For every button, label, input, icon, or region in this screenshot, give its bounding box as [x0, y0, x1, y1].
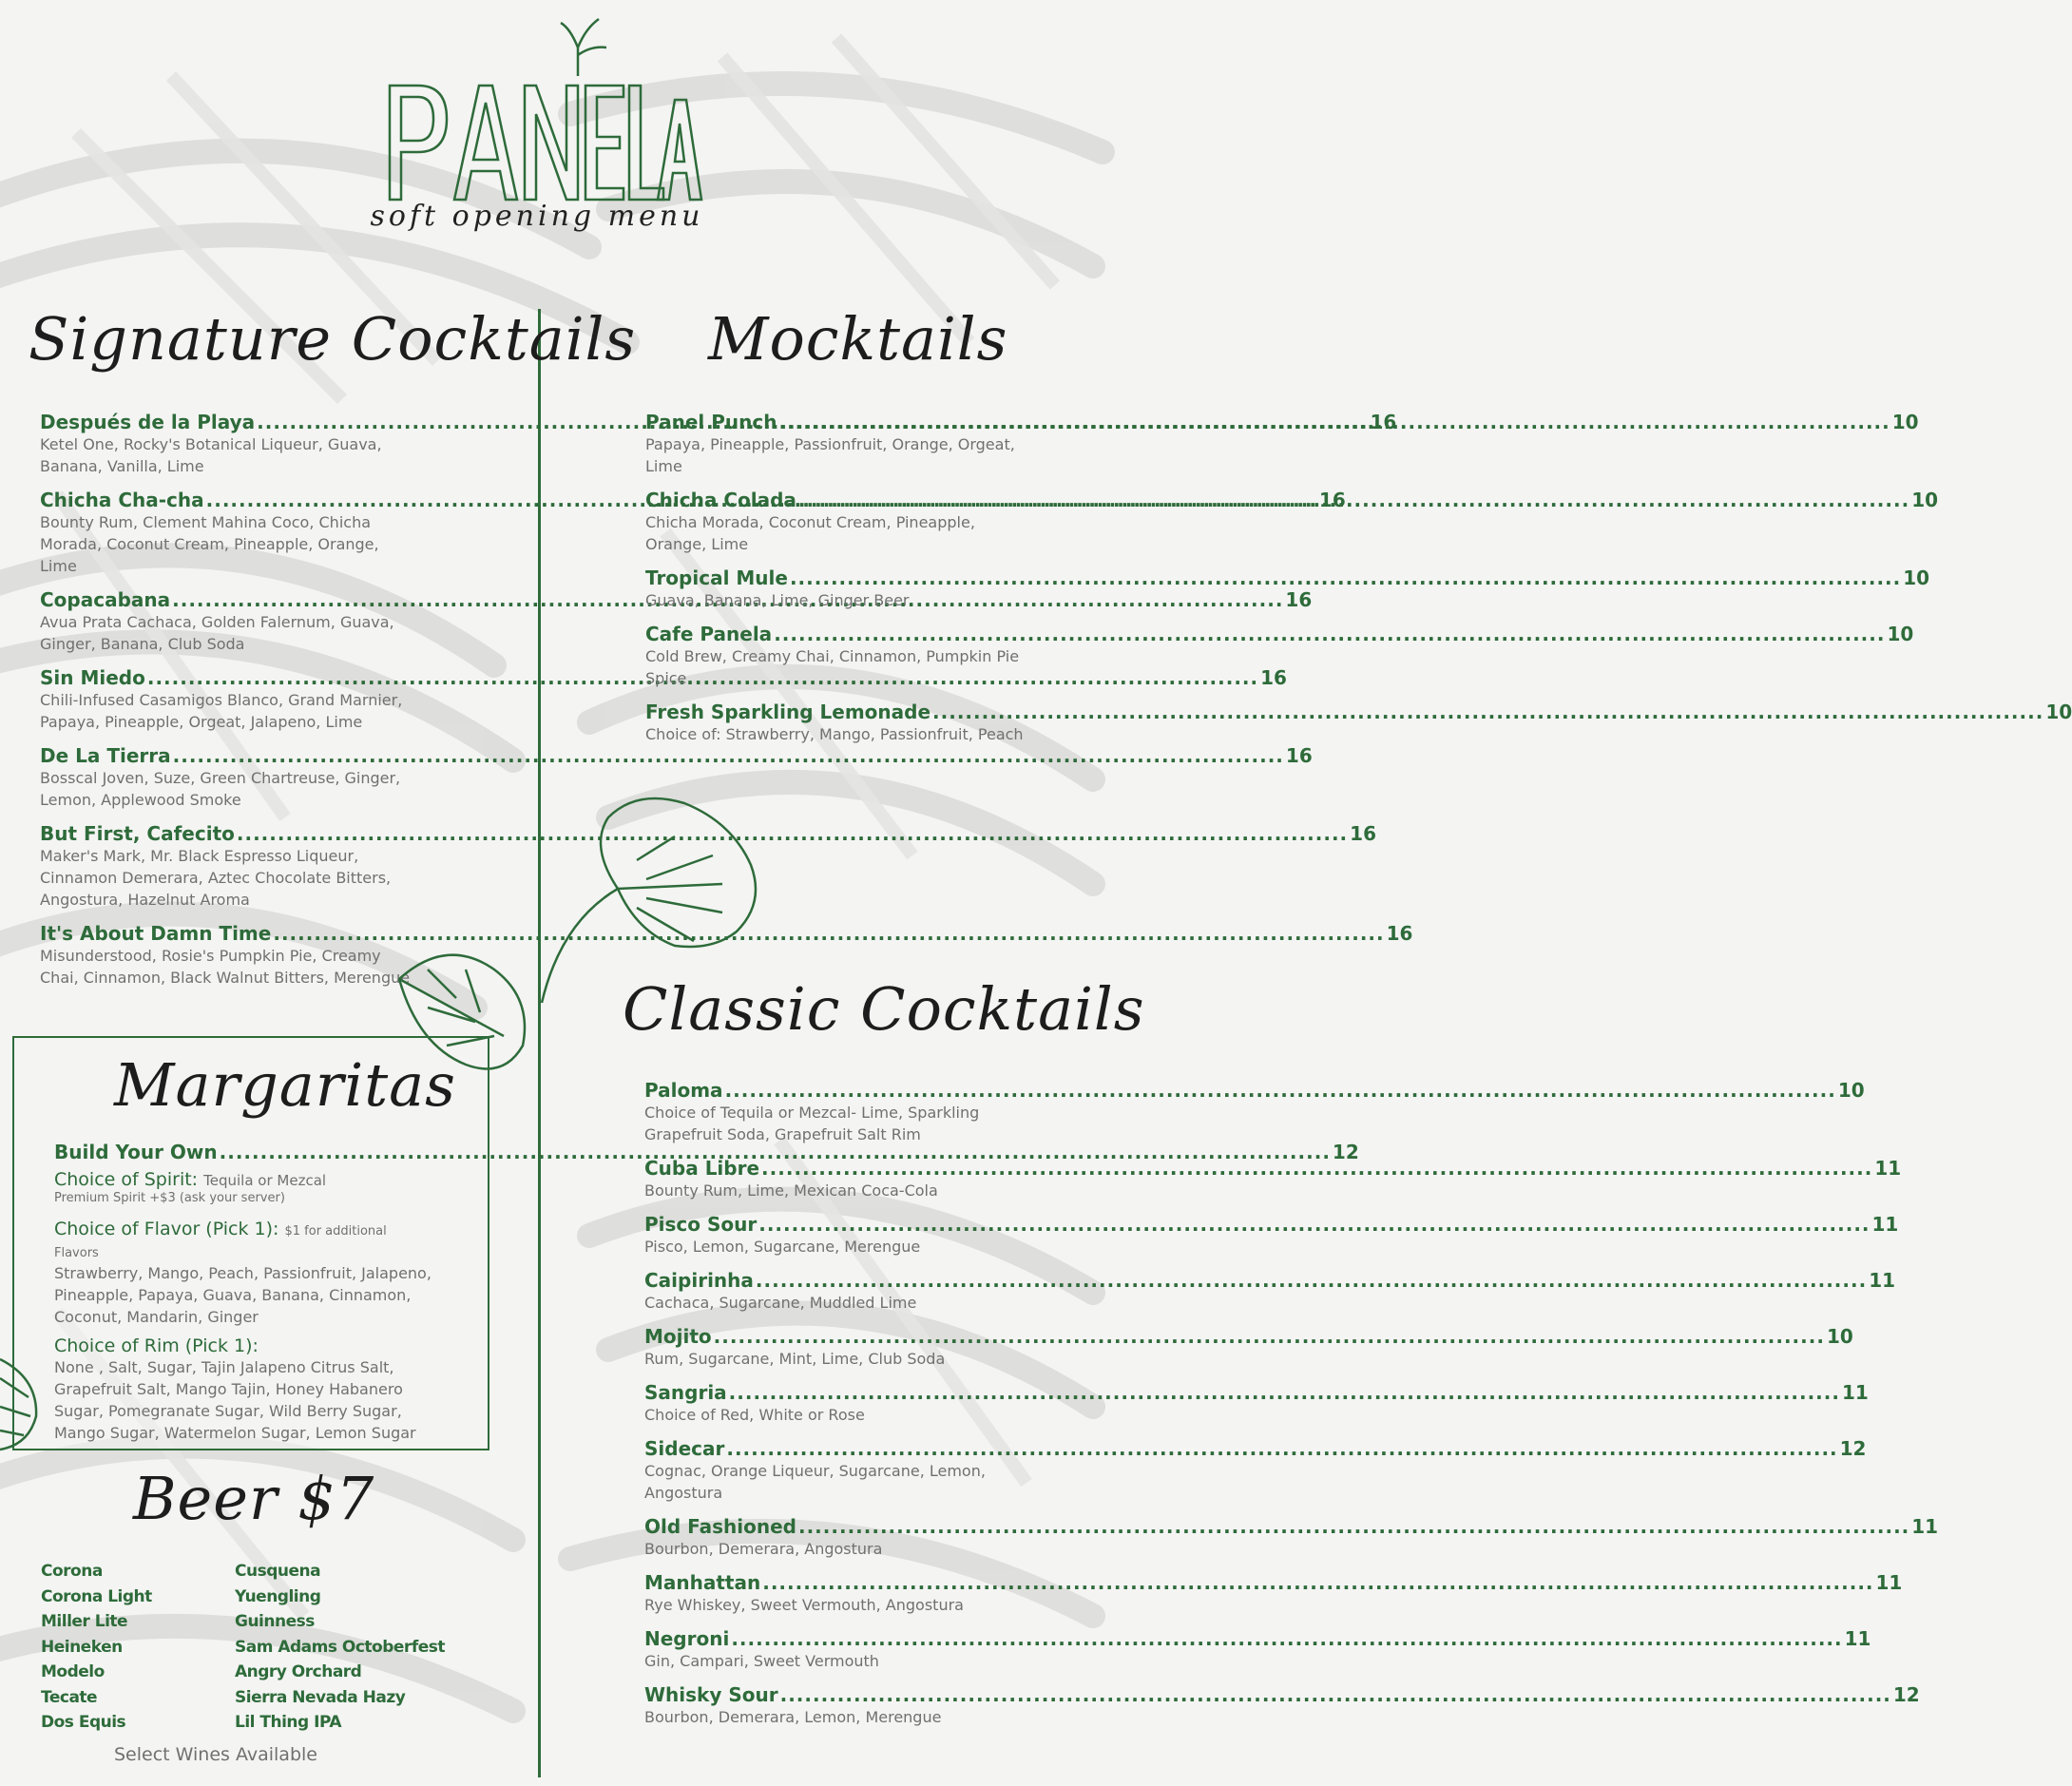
menu-item-name: Caipirinha [644, 1269, 754, 1292]
beer-item: Corona [41, 1562, 103, 1581]
menu-item-price: 11 [1875, 1571, 1903, 1594]
menu-item-price: 10 [1887, 623, 1914, 645]
menu-item-description: Ketel One, Rocky's Botanical Liqueur, Guava, Banana, Vanilla, Lime [40, 435, 382, 475]
menu-item [644, 1325, 1853, 1370]
build-your-own-price: 12 [1332, 1141, 1359, 1163]
beer-list-right [235, 1559, 445, 1736]
menu-item-description: Bosscal Joven, Suze, Green Chartreuse, Ginger, Lemon, Applewood Smoke [40, 769, 401, 809]
menu-item-description: Cognac, Orange Liqueur, Sugarcane, Lemon, Angostura [644, 1462, 986, 1502]
classic-cocktails-list [644, 1079, 1939, 1739]
beer-item: Sam Adams Octoberfest [235, 1637, 445, 1657]
menu-item-description: Chicha Morada, Coconut Cream, Pineapple, Orange, Lime [645, 513, 975, 553]
beer-title: Beer $7 [133, 1464, 375, 1533]
menu-item-price: 10 [1891, 411, 1919, 433]
menu-item [644, 1157, 1902, 1201]
leader-dots [758, 1213, 1870, 1236]
leaf-edge-icon [0, 1350, 43, 1454]
menu-item-name: Sin Miedo [40, 666, 145, 689]
menu-item [644, 1213, 1899, 1258]
menu-item-line [644, 1381, 1869, 1404]
menu-item-name: Fresh Sparkling Lemonade [645, 701, 931, 723]
menu-item-line [645, 701, 2072, 723]
menu-item-name: Chicha Cha-cha [40, 489, 204, 511]
menu-item [644, 1683, 1920, 1728]
menu-item-price: 10 [1911, 489, 1939, 511]
menu-item-line [644, 1627, 1871, 1650]
menu-item-name: De La Tierra [40, 744, 171, 767]
flavor-options: Strawberry, Mango, Peach, Passionfruit, Jalapeno, Pineapple, Papaya, Guava, Banana, Cinnamon, Coconut, Mandarin, Ginger [54, 1264, 432, 1326]
leader-dots [714, 1325, 1825, 1348]
menu-item-line [644, 1515, 1939, 1538]
menu-item-price: 12 [1839, 1437, 1867, 1460]
beer-item: Dos Equis [41, 1713, 126, 1732]
flavor-choice [54, 1219, 434, 1262]
menu-item-description: Avua Prata Cachaca, Golden Falernum, Guava, Ginger, Banana, Club Soda [40, 613, 394, 653]
menu-item-line [644, 1683, 1920, 1706]
menu-item-description: Bourbon, Demerara, Lemon, Merengue [644, 1708, 942, 1726]
leader-dots [756, 1269, 1867, 1292]
menu-item-description: Chili-Infused Casamigos Blanco, Grand Marnier, Papaya, Pineapple, Orgeat, Jalapeno, Lime [40, 691, 403, 731]
menu-item-price: 16 [1285, 588, 1313, 611]
leader-dots [798, 489, 1909, 511]
menu-item-line [644, 1213, 1899, 1236]
wines-note: Select Wines Available [114, 1744, 317, 1765]
menu-item-description: Papaya, Pineapple, Passionfruit, Orange, Orgeat, Lime [645, 435, 1015, 475]
menu-item-price: 10 [2045, 701, 2072, 723]
beer-item: Heineken [41, 1637, 123, 1657]
leader-dots [725, 1079, 1836, 1102]
menu-item [40, 744, 1313, 811]
menu-item-name: But First, Cafecito [40, 822, 235, 845]
leader-dots [778, 411, 1890, 433]
beer-item: Guinness [235, 1612, 315, 1631]
menu-item-line [644, 1571, 1903, 1594]
leader-dots [731, 1627, 1842, 1650]
menu-item-price: 10 [1837, 1079, 1865, 1102]
menu-item-description: Guava, Banana, Lime, Ginger Beer [645, 591, 910, 609]
beer-item: Modelo [41, 1662, 105, 1681]
menu-item-name: Sangria [644, 1381, 727, 1404]
menu-item-name: Manhattan [644, 1571, 761, 1594]
menu-item-line [40, 822, 1376, 845]
menu-item-description: Bounty Rum, Lime, Mexican Coca-Cola [644, 1181, 938, 1200]
menu-item-price: 11 [1841, 1381, 1869, 1404]
menu-item [40, 922, 1413, 989]
menu-item-price: 11 [1871, 1213, 1899, 1236]
menu-item-name: Panel Punch [645, 411, 777, 433]
menu-item-line [644, 1437, 1867, 1460]
classic-cocktails-title: Classic Cocktails [623, 974, 1145, 1044]
menu-item-name: It's About Damn Time [40, 922, 272, 945]
menu-item-description: Bourbon, Demerara, Angostura [644, 1540, 883, 1558]
leader-dots [790, 567, 1901, 589]
spirit-choice [54, 1169, 434, 1190]
menu-item-description: Choice of: Strawberry, Mango, Passionfruit, Peach [645, 725, 1024, 743]
beer-list-left [41, 1559, 152, 1736]
menu-item-description: Gin, Campari, Sweet Vermouth [644, 1652, 879, 1670]
leader-dots [729, 1381, 1840, 1404]
signature-cocktails-title: Signature Cocktails [29, 304, 637, 374]
menu-subtitle: soft opening menu [370, 200, 704, 233]
menu-item-price: 16 [1386, 922, 1413, 945]
menu-item-description: Choice of Red, White or Rose [644, 1406, 865, 1424]
menu-item-description: Misunderstood, Rosie's Pumpkin Pie, Creamy Chai, Cinnamon, Black Walnut Bitters, Merengue [40, 947, 411, 987]
leader-dots [774, 623, 1885, 645]
menu-item-price: 11 [1844, 1627, 1871, 1650]
menu-item-description: Choice of Tequila or Mezcal- Lime, Sparkling Grapefruit Soda, Grapefruit Salt Rim [644, 1104, 980, 1143]
beer-item: Yuengling [235, 1586, 321, 1606]
beer-item: Miller Lite [41, 1612, 128, 1631]
menu-item-name: Sidecar [644, 1437, 725, 1460]
spirit-note: Premium Spirit +$3 (ask your server) [54, 1191, 285, 1205]
leader-dots [761, 1157, 1872, 1180]
menu-item-line [644, 1157, 1902, 1180]
menu-item-description: Pisco, Lemon, Sugarcane, Merengue [644, 1238, 921, 1256]
menu-item-description: Maker's Mark, Mr. Black Espresso Liqueur, Cinnamon Demerara, Aztec Chocolate Bitters, Angostura, Hazelnut Aroma [40, 847, 392, 909]
menu-item-price: 16 [1285, 744, 1313, 767]
menu-item-name: Paloma [644, 1079, 723, 1102]
menu-item [644, 1079, 1865, 1145]
menu-item [644, 1381, 1869, 1426]
menu-item-line [40, 744, 1313, 767]
menu-item-description: Bounty Rum, Clement Mahina Coco, Chicha Morada, Coconut Cream, Pineapple, Orange, Lime [40, 513, 379, 575]
leader-dots [780, 1683, 1891, 1706]
menu-item-price: 16 [1370, 411, 1397, 433]
menu-item-line [645, 567, 1930, 589]
build-your-own-line [54, 1141, 1359, 1163]
leader-dots [726, 1437, 1837, 1460]
beer-item: Angry Orchard [235, 1662, 362, 1681]
menu-item [644, 1627, 1871, 1672]
beer-item: Lil Thing IPA [235, 1713, 342, 1732]
beer-item: Cusquena [235, 1562, 321, 1581]
menu-item [644, 1515, 1939, 1560]
menu-item-name: Tropical Mule [645, 567, 788, 589]
menu-item-name: Cuba Libre [644, 1157, 760, 1180]
menu-item-price: 16 [1318, 489, 1346, 511]
menu-item-line [644, 1269, 1896, 1292]
menu-item [644, 1571, 1903, 1616]
menu-item [645, 701, 2072, 745]
build-your-own-name: Build Your Own [54, 1141, 218, 1163]
spirit-options: Tequila or Mezcal [203, 1172, 327, 1189]
menu-item-price: 10 [1826, 1325, 1853, 1348]
spirit-label: Choice of Spirit: [54, 1169, 199, 1190]
menu-item-description: Rye Whiskey, Sweet Vermouth, Angostura [644, 1596, 964, 1614]
menu-item-name: Mojito [644, 1325, 712, 1348]
menu-item-price: 11 [1874, 1157, 1902, 1180]
beer-item: Tecate [41, 1687, 98, 1707]
menu-item-price: 11 [1911, 1515, 1939, 1538]
mocktails-title: Mocktails [708, 304, 1008, 374]
beer-item: Corona Light [41, 1586, 152, 1606]
menu-item-line [644, 1325, 1853, 1348]
rim-label: Choice of Rim (Pick 1): [54, 1335, 259, 1356]
menu-item [644, 1269, 1896, 1314]
beer-item: Sierra Nevada Hazy [235, 1687, 406, 1707]
column-divider [538, 309, 541, 1777]
menu-item-description: Cachaca, Sugarcane, Muddled Lime [644, 1294, 917, 1312]
rim-options: None , Salt, Sugar, Tajin Jalapeno Citrus Salt, Grapefruit Salt, Mango Tajin, Honey Habanero Sugar, Pomegranate Sugar, Wild Berry Sugar, Mango Sugar, Watermelon Sugar, Lemon Sugar [54, 1358, 416, 1442]
flavor-note: $1 for additional Flavors [54, 1224, 387, 1260]
menu-item-description: Cold Brew, Creamy Chai, Cinnamon, Pumpkin Pie Spice [645, 647, 1020, 687]
leader-dots [798, 1515, 1909, 1538]
leader-dots [932, 701, 2043, 723]
menu-item-price: 16 [1260, 666, 1287, 689]
menu-item [40, 822, 1376, 911]
margaritas-title: Margaritas [114, 1050, 456, 1120]
menu-item-price: 10 [1903, 567, 1930, 589]
menu-item-name: Old Fashioned [644, 1515, 796, 1538]
leader-dots [237, 822, 1348, 845]
menu-item-line [40, 922, 1413, 945]
menu-item-name: Después de la Playa [40, 411, 256, 433]
menu-item-line [645, 623, 1914, 645]
menu-item-price: 11 [1869, 1269, 1896, 1292]
menu-item-name: Whisky Sour [644, 1683, 778, 1706]
menu-item-name: Cafe Panela [645, 623, 773, 645]
menu-item-name: Pisco Sour [644, 1213, 758, 1236]
menu-item-name: Negroni [644, 1627, 730, 1650]
menu-item-line [644, 1079, 1865, 1102]
menu-item-name: Chicha Colada [645, 489, 796, 511]
menu-item-name: Copacabana [40, 588, 171, 611]
menu-item-price: 16 [1350, 822, 1376, 845]
menu-item [644, 1437, 1867, 1504]
menu-item-description: Rum, Sugarcane, Mint, Lime, Club Soda [644, 1350, 946, 1368]
flavor-label: Choice of Flavor (Pick 1): [54, 1219, 279, 1239]
menu-item-price: 12 [1892, 1683, 1920, 1706]
leader-dots [762, 1571, 1873, 1594]
